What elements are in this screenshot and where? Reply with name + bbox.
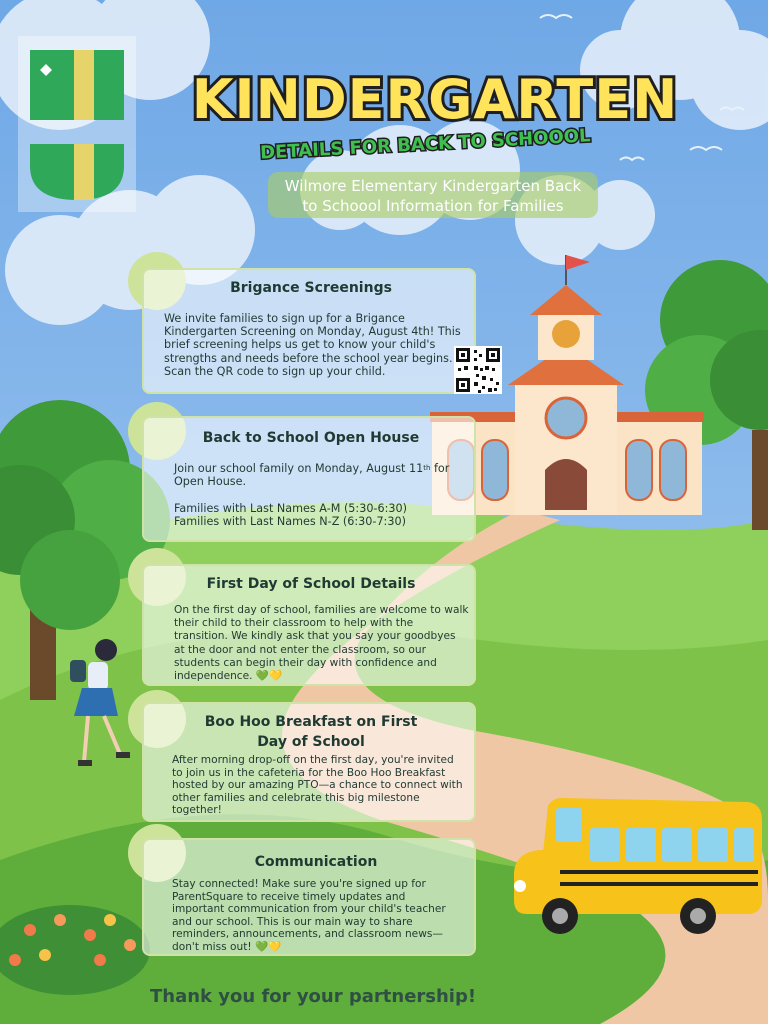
card-communication (142, 838, 476, 956)
card-body (174, 462, 474, 528)
card-title: Communication (254, 854, 378, 870)
school-bus-icon (514, 798, 762, 934)
card-boo-hoo-breakfast (142, 702, 476, 822)
card-body-line-end: for (430, 462, 450, 475)
card-title-line: Boo Hoo Breakfast on First (204, 714, 418, 730)
poster-subtitle (220, 108, 630, 164)
card-title: Back to School Open House (202, 430, 420, 446)
school-shield-logo-icon (18, 36, 136, 212)
card-brigance-screenings (142, 268, 476, 394)
card-body: After morning drop-off on the first day, you're invited to join us in the cafeteria for the Boo Hoo Breakfast hosted by our amazing PTO—a chance to connect with other families and celebrate this big milestone together! (172, 754, 463, 817)
intro-text: Wilmore Elementary Kindergarten Back to Schoool Information for Families (284, 177, 582, 215)
subtitle-text: DETAILS FOR BACK TO SCHOOOL (259, 125, 592, 164)
card-body-line: Join our school family on Monday, August 11 (174, 462, 424, 475)
superscript: th (423, 464, 431, 472)
card-title: First Day of School Details (206, 576, 416, 592)
thank-you-footer: Thank you for your partnership! (150, 986, 477, 1007)
card-body: We invite families to sign up for a Brigance Kindergarten Screening on Monday, August 4th! This brief screening helps us get to know your child's strengths and needs before the school year begins. Scan the QR code to sign up your child. (164, 312, 461, 378)
qr-code-icon[interactable] (454, 346, 502, 394)
card-body-rest: Open House. Families with Last Names A-M (5:30-6:30) Families with Last Names N-Z (6:30-7:30) (174, 475, 407, 528)
card-title-line: Day of School (257, 734, 365, 750)
card-first-day (142, 564, 476, 686)
card-title: Brigance Screenings (230, 280, 392, 296)
card-title (144, 712, 478, 752)
intro-banner (268, 172, 598, 218)
card-open-house (142, 416, 476, 542)
card-body: Stay connected! Make sure you're signed up for ParentSquare to receive timely updates and important communication from your child's teacher and our school. This is our main way to share reminders, announcements, and classroom news— don't miss out! 💚💛 (172, 878, 446, 953)
title-text: KINDERGARTEN (191, 68, 679, 131)
card-body: On the first day of school, families are welcome to walk their child to their classroom to help with the transition. We kindly ask that you say your goodbyes at the door and not enter the classroom, so our students can begin their day with confidence and independence. 💚💛 (174, 604, 469, 683)
